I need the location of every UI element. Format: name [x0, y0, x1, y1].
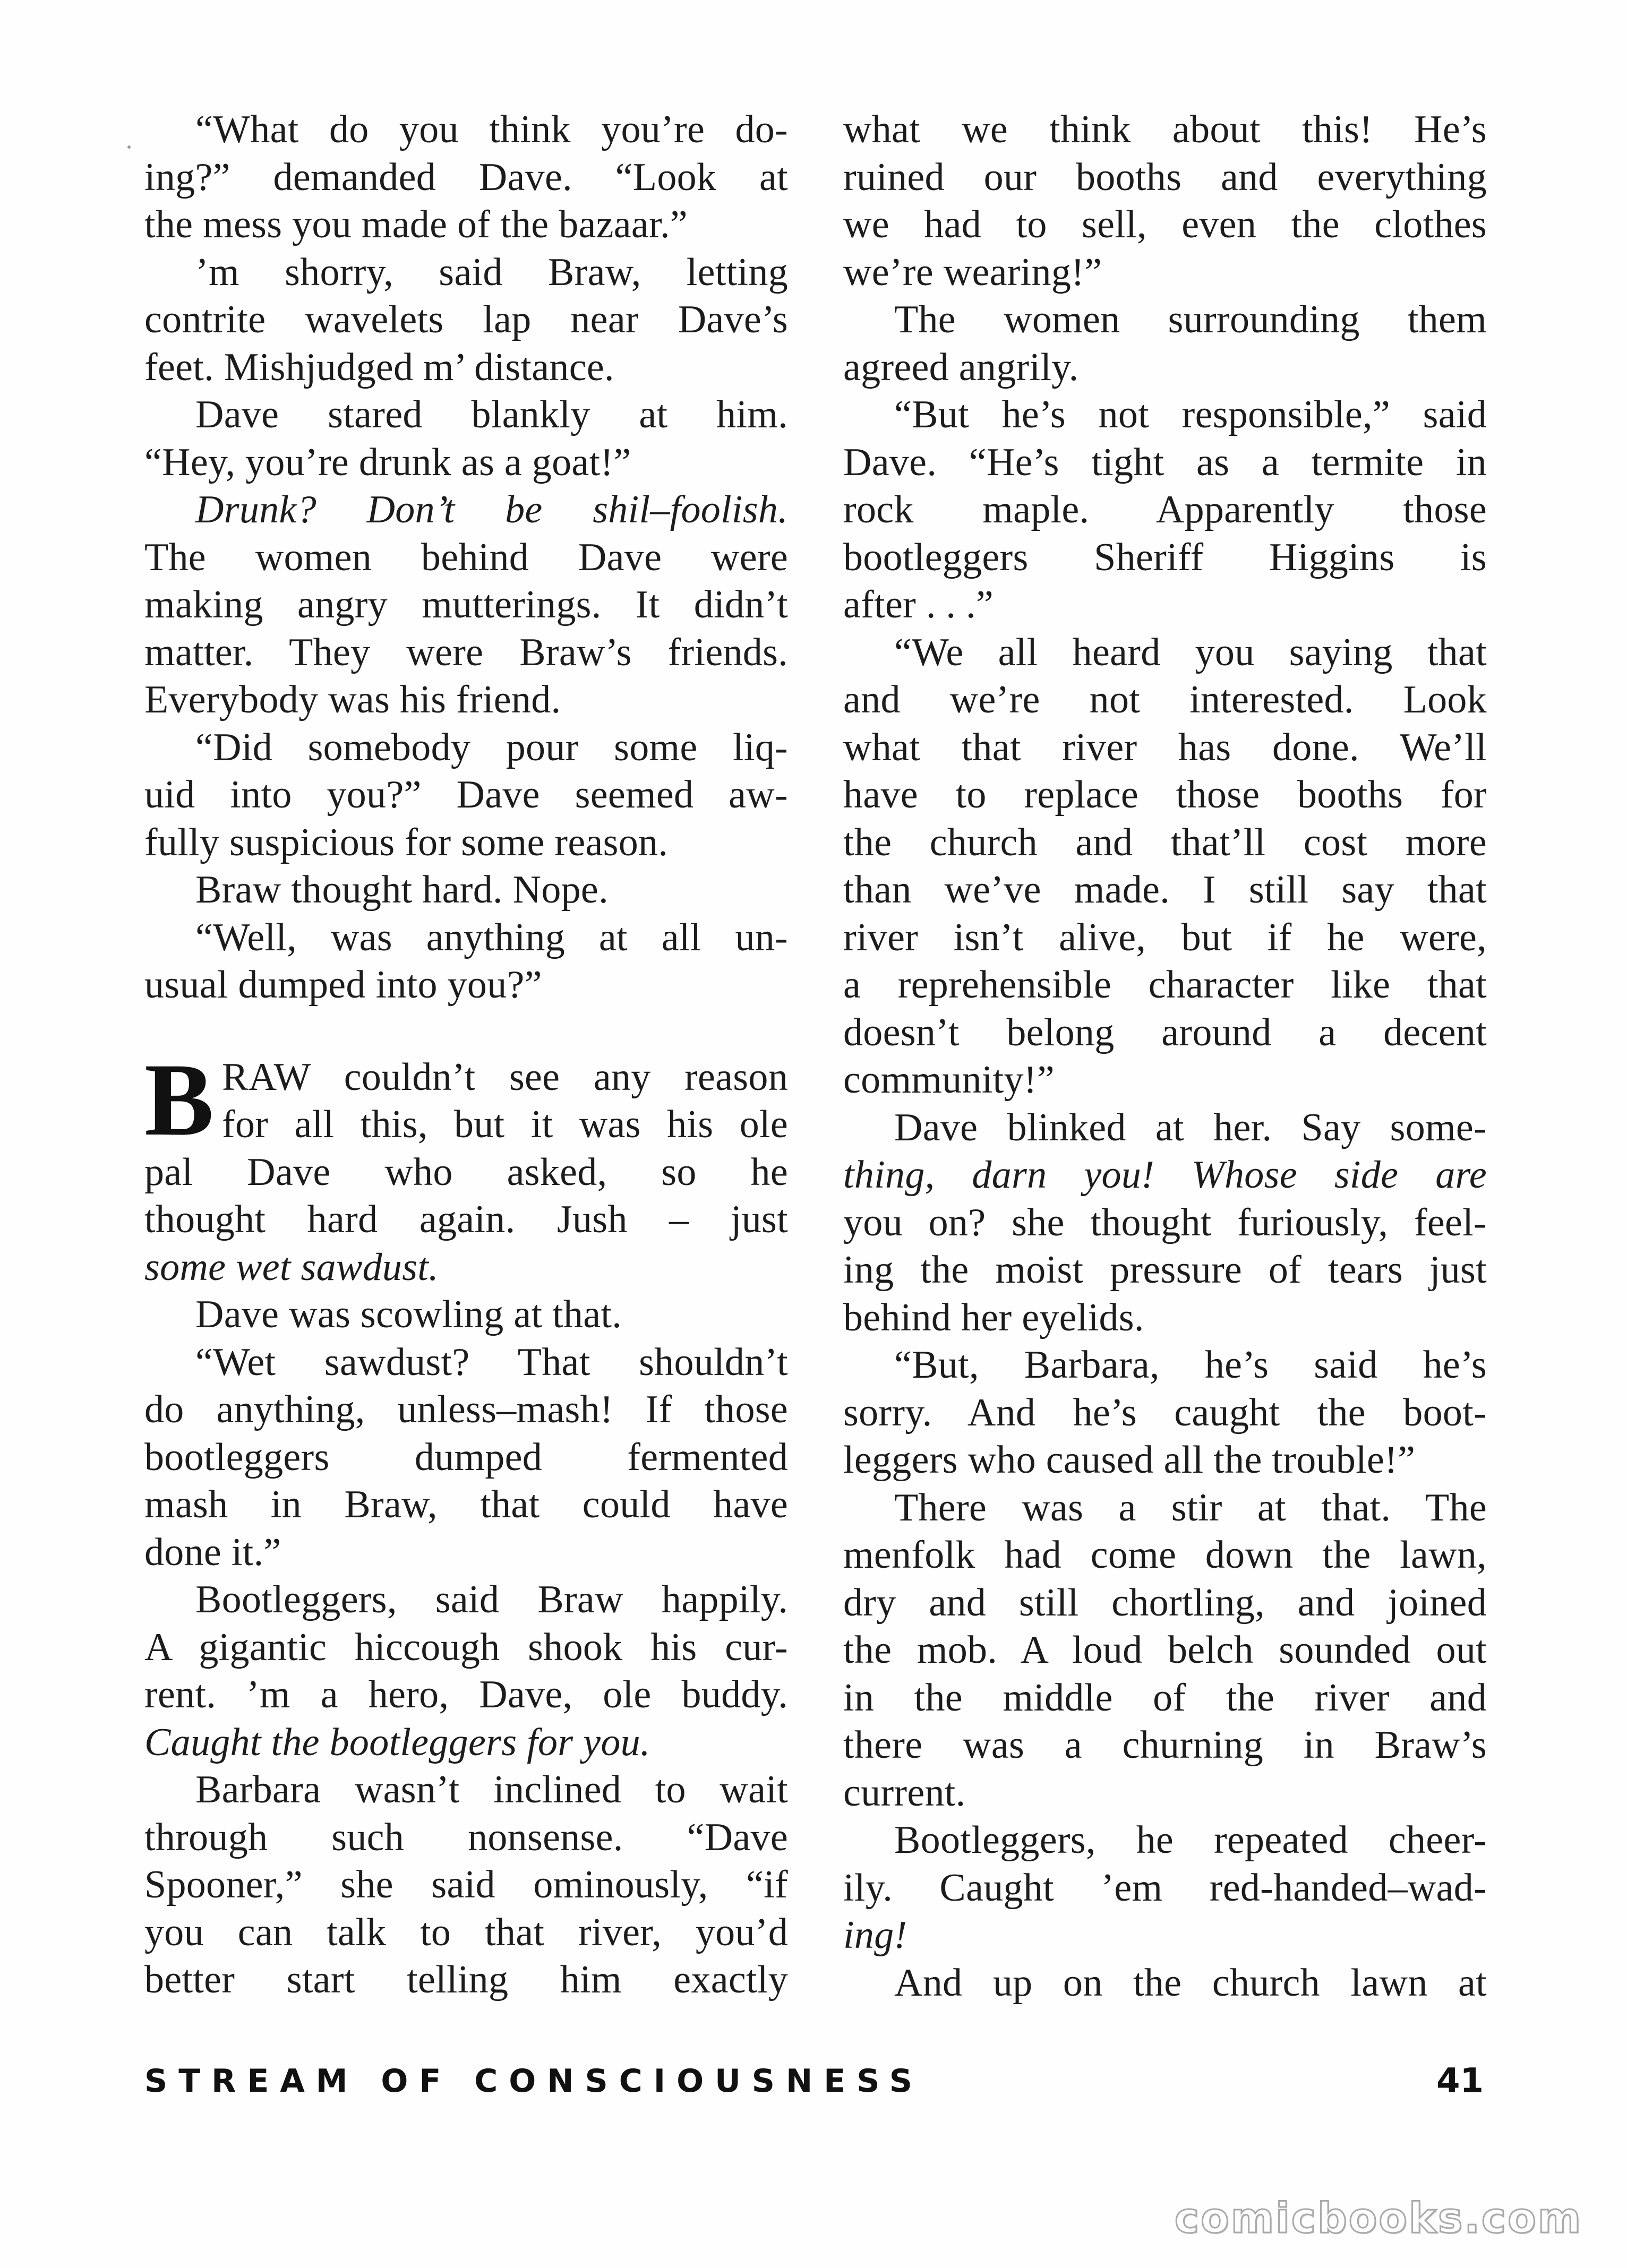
- text-line: making angry mutterings. It didn’t: [144, 583, 788, 626]
- text-line: through such nonsense. “Dave: [144, 1815, 788, 1859]
- text-line: The women surrounding them: [894, 298, 1487, 341]
- text-line: Bootleggers, he repeated cheer-: [894, 1818, 1487, 1862]
- text-line: thought hard again. Jush – just: [144, 1198, 788, 1241]
- text-line: rent. ’m a hero, Dave, ole buddy.: [144, 1673, 788, 1716]
- text-line: doesn’t belong around a decent: [843, 1010, 1487, 1054]
- text-line: ing the moist pressure of tears just: [843, 1248, 1487, 1292]
- left-column-lines: [144, 106, 788, 1009]
- text-line: usual dumped into you?”: [144, 963, 542, 1007]
- section-break: [144, 1009, 788, 1054]
- text-line: community!”: [843, 1058, 1055, 1102]
- text-line: we had to sell, even the clothes: [843, 203, 1487, 246]
- text-line: Dave. “He’s tight as a termite in: [843, 440, 1487, 484]
- text-line: And up on the church lawn at: [894, 1961, 1487, 2005]
- text-line: uid into you?” Dave seemed aw-: [144, 773, 788, 817]
- text-line: ing!: [843, 1913, 907, 1957]
- left-column-lines-after-dropcap: [144, 1149, 788, 2004]
- text-line: and we’re not interested. Look: [843, 678, 1487, 721]
- text-line: better start telling him exactly: [144, 1958, 788, 2001]
- text-line: Spooner,” she said ominously, “if: [144, 1863, 788, 1906]
- text-line: in the middle of the river and: [843, 1676, 1487, 1720]
- text-line: fully suspicious for some reason.: [144, 820, 669, 864]
- text-line: feet. Mishjudged m’ distance.: [144, 345, 614, 389]
- text-line: sorry. And he’s caught the boot-: [843, 1390, 1487, 1434]
- text-line: thing, darn you! Whose side are: [843, 1153, 1487, 1197]
- text-line: you on? she thought furiously, feel-: [843, 1200, 1487, 1244]
- text-line: leggers who caused all the trouble!”: [843, 1438, 1416, 1482]
- text-line: behind her eyelids.: [843, 1295, 1144, 1339]
- text-line: the church and that’ll cost more: [843, 820, 1487, 864]
- text-line: A gigantic hiccough shook his cur-: [144, 1625, 788, 1669]
- text-line: “But, Barbara, he’s said he’s: [894, 1343, 1487, 1387]
- text-line: current.: [843, 1771, 966, 1815]
- text-line: matter. They were Braw’s friends.: [144, 630, 788, 674]
- text-line: bootleggers Sheriff Higgins is: [843, 535, 1487, 579]
- text-line: dry and still chortling, and joined: [843, 1580, 1487, 1625]
- text-line: Dave was scowling at that.: [195, 1293, 622, 1336]
- text-line: “Did somebody pour some liq-: [195, 725, 788, 769]
- text-line: there was a churning in Braw’s: [843, 1723, 1487, 1767]
- text-line: ’m shorry, said Braw, letting: [195, 250, 788, 294]
- text-line: river isn’t alive, but if he were,: [843, 915, 1487, 959]
- right-column-lines: [843, 106, 1487, 2007]
- text-line: we’re wearing!”: [843, 250, 1102, 294]
- text-line: Dave stared blankly at him.: [195, 393, 788, 436]
- text-line: a reprehensible character like that: [843, 963, 1487, 1007]
- text-line: There was a stir at that. The: [894, 1485, 1487, 1530]
- text-line: menfolk had come down the lawn,: [843, 1533, 1487, 1577]
- print-speck: [127, 145, 131, 149]
- text-line: Bootleggers, said Braw happily.: [195, 1578, 788, 1621]
- text-line: Dave blinked at her. Say some-: [894, 1105, 1487, 1149]
- text-line: pal Dave who asked, so he: [144, 1150, 788, 1194]
- text-line: rock maple. Apparently those: [843, 488, 1487, 531]
- text-line: “What do you think you’re do-: [195, 108, 788, 151]
- text-line: you can talk to that river, you’d: [144, 1910, 788, 1954]
- text-line: done it.”: [144, 1530, 281, 1574]
- dropcap-paragraph: [144, 1042, 788, 1157]
- text-line: agreed angrily.: [843, 345, 1079, 389]
- text-line: bootleggers dumped fermented: [144, 1435, 788, 1479]
- text-line: what we think about this! He’s: [843, 108, 1487, 151]
- text-line: after . . .”: [843, 583, 994, 626]
- text-line: than we’ve made. I still say that: [843, 868, 1487, 912]
- text-line: Caught the bootleggers for you.: [144, 1720, 650, 1764]
- left-column: [144, 106, 788, 2004]
- text-line: The women behind Dave were: [144, 535, 788, 579]
- page-footer: [144, 2060, 1484, 2102]
- text-line: Barbara wasn’t inclined to wait: [195, 1768, 788, 1811]
- text-line: ily. Caught ’em red-handed–wad-: [843, 1866, 1487, 1910]
- text-line: ruined our booths and everything: [843, 155, 1487, 199]
- text-line: the mob. A loud belch sounded out: [843, 1628, 1487, 1672]
- text-line: “We all heard you saying that: [894, 630, 1487, 674]
- text-line: some wet sawdust.: [144, 1245, 439, 1289]
- text-line: Drunk? Don’t be shil–foolish.: [195, 488, 788, 531]
- dropcap-letter: B: [144, 1042, 214, 1157]
- text-line: the mess you made of the bazaar.”: [144, 203, 688, 246]
- text-line: what that river has done. We’ll: [843, 725, 1487, 769]
- text-line: “Hey, you’re drunk as a goat!”: [144, 440, 631, 484]
- text-line: contrite wavelets lap near Dave’s: [144, 298, 788, 341]
- right-column: [843, 106, 1487, 2007]
- text-line: “But he’s not responsible,” said: [894, 393, 1487, 436]
- watermark-logo: comicbooks.com: [1174, 2195, 1582, 2243]
- text-line: “Wet sawdust? That shouldn’t: [195, 1340, 788, 1384]
- text-line: Braw thought hard. Nope.: [195, 868, 609, 912]
- text-line: have to replace those booths for: [843, 773, 1487, 817]
- running-title: STREAM OF CONSCIOUSNESS: [144, 2063, 923, 2100]
- text-line: Everybody was his friend.: [144, 678, 561, 721]
- text-line: ing?” demanded Dave. “Look at: [144, 155, 788, 199]
- text-line: “Well, was anything at all un-: [195, 915, 788, 959]
- text-line: mash in Braw, that could have: [144, 1483, 788, 1526]
- dropcap-line-1: RAW couldn’t see any reason: [222, 1055, 788, 1099]
- dropcap-line-2: for all this, but it was his ole: [222, 1103, 788, 1146]
- text-line: do anything, unless–mash! If those: [144, 1388, 788, 1431]
- page-number: 41: [1436, 2061, 1484, 2101]
